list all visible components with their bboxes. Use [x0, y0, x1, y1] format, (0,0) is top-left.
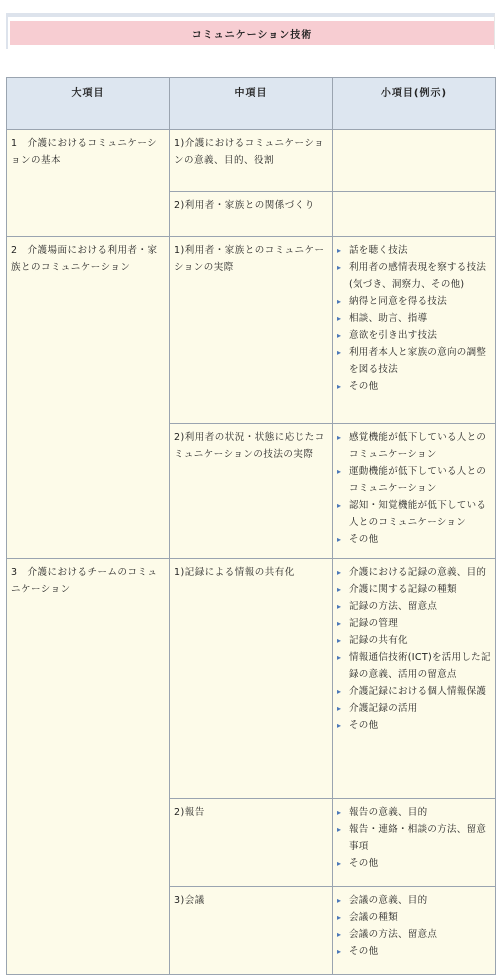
list-item: ▸ 記録の共有化	[347, 632, 491, 649]
minor-item-cell	[333, 192, 496, 237]
table-row	[7, 237, 496, 424]
minor-item-cell	[333, 887, 496, 975]
header-row	[7, 78, 496, 130]
list-item: ▸ 報告・連絡・相談の方法、留意事項	[347, 821, 491, 855]
list-item: ▸ 納得と同意を得る技法	[347, 293, 491, 310]
list-item: ▸ 運動機能が低下している人とのコミュニケーション	[347, 463, 491, 497]
list-item: ▸ 会議の意義、目的	[347, 892, 491, 909]
list-item: ▸ その他	[347, 378, 491, 395]
list-item: ▸ 介護に関する記録の種類	[347, 581, 491, 598]
page-title: コミュニケーション技術	[10, 21, 494, 45]
minor-item-list	[337, 804, 491, 872]
list-item: ▸ 相談、助言、指導	[347, 310, 491, 327]
major-item-cell: 2 介護場面における利用者・家族とのコミュニケーション	[7, 237, 170, 559]
middle-item-cell: 2)利用者の状況・状態に応じたコミュニケーションの技法の実際	[170, 424, 333, 559]
header-minor-item: 小項目(例示)	[333, 78, 496, 130]
list-item: ▸ 感覚機能が低下している人とのコミュニケーション	[347, 429, 491, 463]
list-item: ▸ 記録の方法、留意点	[347, 598, 491, 615]
list-item: ▸ 介護における記録の意義、目的	[347, 564, 491, 581]
list-item: ▸ 利用者本人と家族の意向の調整を図る技法	[347, 344, 491, 378]
table-row	[7, 130, 496, 192]
table-row	[7, 559, 496, 799]
list-item: ▸ 会議の種類	[347, 909, 491, 926]
minor-item-cell	[333, 237, 496, 424]
minor-item-list	[337, 892, 491, 960]
list-item: ▸ 利用者の感情表現を察する技法(気づき、洞察力、その他)	[347, 259, 491, 293]
minor-item-cell	[333, 130, 496, 192]
header-major-item: 大項目	[7, 78, 170, 130]
curriculum-table	[6, 77, 496, 975]
middle-item-cell: 3)会議	[170, 887, 333, 975]
list-item: ▸ その他	[347, 943, 491, 960]
minor-item-cell	[333, 559, 496, 799]
list-item: ▸ 会議の方法、留意点	[347, 926, 491, 943]
middle-item-cell: 2)利用者・家族との関係づくり	[170, 192, 333, 237]
minor-item-list	[337, 564, 491, 734]
major-item-cell: 3 介護におけるチームのコミュニケーション	[7, 559, 170, 975]
list-item: ▸ 情報通信技術(ICT)を活用した記録の意義、活用の留意点	[347, 649, 491, 683]
header-middle-item: 中項目	[170, 78, 333, 130]
list-item: ▸ その他	[347, 717, 491, 734]
list-item: ▸ 介護記録の活用	[347, 700, 491, 717]
list-item: ▸ その他	[347, 531, 491, 548]
middle-item-cell: 1)介護におけるコミュニケーションの意義、目的、役割	[170, 130, 333, 192]
title-frame	[6, 13, 495, 49]
minor-item-cell	[333, 424, 496, 559]
list-item: ▸ 記録の管理	[347, 615, 491, 632]
list-item: ▸ 報告の意義、目的	[347, 804, 491, 821]
list-item: ▸ その他	[347, 855, 491, 872]
list-item: ▸ 話を聴く技法	[347, 242, 491, 259]
middle-item-cell: 1)利用者・家族とのコミュニケーションの実際	[170, 237, 333, 424]
major-item-cell: 1 介護におけるコミュニケーションの基本	[7, 130, 170, 237]
minor-item-list	[337, 429, 491, 548]
list-item: ▸ 認知・知覚機能が低下している人とのコミュニケーション	[347, 497, 491, 531]
middle-item-cell: 1)記録による情報の共有化	[170, 559, 333, 799]
minor-item-cell	[333, 799, 496, 887]
list-item: ▸ 意欲を引き出す技法	[347, 327, 491, 344]
list-item: ▸ 介護記録における個人情報保護	[347, 683, 491, 700]
minor-item-list	[337, 242, 491, 395]
middle-item-cell: 2)報告	[170, 799, 333, 887]
